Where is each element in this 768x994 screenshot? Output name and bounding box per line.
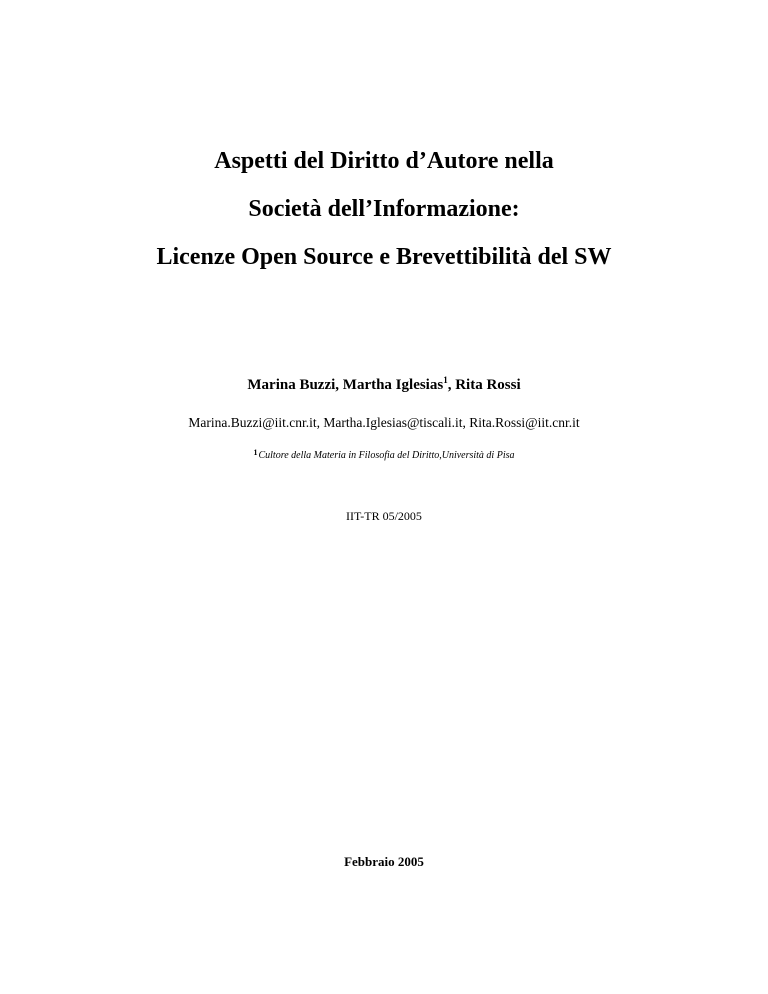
affiliation-mark: 1 [253, 448, 258, 457]
authors-part-1: Marina Buzzi, Martha Iglesias [247, 377, 444, 393]
title-line-1: Aspetti del Diritto d’Autore nella [214, 148, 554, 174]
authors-part-2: , Rita Rossi [447, 377, 521, 393]
affiliation-text: Cultore della Materia in Filosofia del Diritto,Università di Pisa [258, 450, 515, 461]
document-title [0, 137, 768, 281]
publication-date: Febbraio 2005 [344, 854, 424, 869]
title-line-2: Società dell’Informazione: [248, 196, 520, 222]
report-number: IIT-TR 05/2005 [346, 509, 422, 523]
author-emails: Marina.Buzzi@iit.cnr.it, Martha.Iglesias@tiscali.it, Rita.Rossi@iit.cnr.it [188, 415, 580, 430]
author-footnote-mark: 1 [443, 375, 448, 385]
title-line-3: Licenze Open Source e Brevettibilità del SW [156, 244, 612, 270]
author-list [0, 376, 768, 394]
affiliation-note [0, 446, 768, 462]
